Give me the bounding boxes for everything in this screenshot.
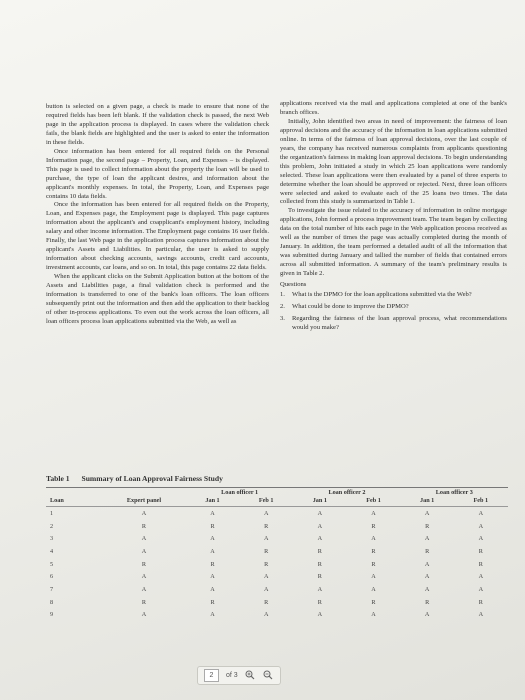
decision-cell: R: [478, 547, 483, 555]
decision-cell: R: [264, 522, 269, 530]
column-header: Jan 1: [312, 497, 327, 504]
table-row: [46, 596, 508, 609]
decision-cell: R: [141, 598, 147, 606]
table-row: [46, 545, 508, 558]
decision-cell: R: [210, 522, 215, 530]
decision-cell: A: [424, 585, 430, 593]
decision-cell: A: [210, 611, 215, 619]
group-header: Loan officer 1: [221, 488, 259, 496]
decision-cell: A: [424, 611, 430, 619]
column-header: Feb 1: [366, 497, 381, 504]
paragraph: applications received via the mail and applications completed at one of the bank's branch offices.: [280, 100, 507, 116]
question-number: 1.: [280, 291, 285, 299]
decision-cell: A: [210, 585, 215, 593]
decision-cell: A: [141, 585, 147, 593]
question-number: 3.: [280, 314, 285, 322]
decision-cell: R: [264, 560, 269, 568]
decision-cell: R: [371, 598, 376, 606]
loan-number-cell: 7: [50, 585, 54, 593]
column-header: Expert panel: [126, 497, 162, 504]
paragraph: To investigate the issue related to the accuracy of information in online mortgage applications, John formed a process improvement team. The team began by collecting data on the total number of hits each page in the Web application process received as well as the number of times the page was actually completed during the month of January. In addition, the team performed a detailed audit of all the information that was submitted during January and tallied the number of fields that contained errors across all submitted information. A summary of the team's preliminary results is given in Table 2.: [280, 207, 507, 278]
table-row: [46, 558, 508, 571]
decision-cell: A: [141, 535, 147, 543]
decision-cell: R: [478, 560, 483, 568]
question-text: What could be done to improve the DPMO?: [292, 302, 409, 310]
table-row: [46, 520, 508, 533]
table-label: Table 1: [46, 474, 70, 483]
decision-cell: A: [210, 535, 215, 543]
questions-heading: Questions: [280, 281, 307, 289]
paragraph: Initially, John identified two areas in need of improvement: the fairness of loan approval decisions and the accuracy of the information in loan applications submitted online. In terms of the fairness of loan approval decisions, over the last couple of years, the company has received numerous complaints from applicants questioning the organization's fairness in making loan approval decisions. To begin understanding this problem, John initiated a study in which 25 loan applications were randomly selected. These loan applications were then evaluated by a panel of three experts to determine whether the loan should be approved or rejected. Next, three loan officers were selected and asked to evaluate each of the 25 loans two times. The data collected from this study is summarized in Table 1.: [280, 117, 507, 206]
left-text-column: [46, 103, 269, 327]
question-number: 2.: [280, 302, 285, 310]
decision-cell: A: [263, 535, 269, 543]
decision-cell: A: [263, 585, 269, 593]
loan-number-cell: 2: [50, 522, 54, 530]
zoom-in-icon[interactable]: [245, 670, 256, 681]
decision-cell: A: [317, 611, 323, 619]
loan-number-cell: 4: [50, 547, 54, 555]
decision-cell: A: [424, 509, 430, 517]
decision-cell: A: [141, 547, 147, 555]
loan-number-cell: 3: [50, 535, 54, 543]
decision-cell: R: [478, 598, 483, 606]
decision-cell: A: [210, 547, 215, 555]
decision-cell: A: [478, 522, 484, 530]
question-item: [280, 303, 507, 312]
page-count-label: of 3: [226, 672, 238, 679]
decision-cell: R: [317, 560, 322, 568]
decision-cell: R: [425, 522, 430, 530]
decision-cell: A: [317, 535, 323, 543]
table-title: [46, 474, 516, 483]
decision-cell: A: [371, 573, 376, 581]
decision-cell: R: [425, 598, 430, 606]
decision-cell: A: [371, 611, 376, 619]
decision-cell: R: [371, 522, 376, 530]
decision-cell: R: [371, 547, 376, 555]
loan-number-cell: 6: [50, 573, 54, 581]
data-table: [46, 488, 508, 621]
question-item: [280, 291, 507, 300]
decision-cell: A: [317, 585, 323, 593]
decision-cell: A: [263, 573, 269, 581]
decision-cell: R: [371, 560, 376, 568]
decision-cell: R: [317, 547, 322, 555]
zoom-out-icon[interactable]: [263, 670, 274, 681]
column-header: Jan 1: [420, 497, 435, 504]
group-header: Loan officer 3: [435, 488, 473, 496]
loan-number-cell: 8: [50, 598, 54, 606]
decision-cell: A: [263, 509, 269, 517]
pdf-page-toolbar: [197, 666, 281, 685]
question-text: What is the DPMO for the loan applications submitted via the Web?: [292, 291, 472, 299]
column-header: Feb 1: [473, 497, 489, 504]
loan-number-cell: 5: [50, 560, 54, 568]
loan-fairness-table: [46, 474, 516, 621]
decision-cell: R: [317, 598, 322, 606]
decision-cell: A: [478, 573, 484, 581]
decision-cell: A: [478, 585, 484, 593]
question-item: [280, 315, 507, 333]
decision-cell: R: [264, 598, 269, 606]
table-row: [46, 532, 508, 545]
paragraph: Once information has been entered for all required fields on the Personal Information page, the second page – Property, Loan, and Expenses – is displayed. This page is used to collect information about the property the loan will be used to purchase, the type of loan the applicant desires, and information about the applicant's monthly expenses. In total, the Property, Loan, and Expenses page contains 10 data fields.: [46, 147, 269, 200]
question-text: Regarding the fairness of the loan approval process, what recommendations would you make?: [292, 314, 507, 331]
decision-cell: A: [478, 611, 484, 619]
right-text-column: [280, 100, 507, 336]
decision-cell: A: [317, 522, 323, 530]
decision-cell: A: [478, 535, 484, 543]
decision-cell: A: [141, 611, 147, 619]
decision-cell: A: [371, 535, 376, 543]
decision-cell: A: [141, 509, 147, 517]
decision-cell: A: [210, 573, 215, 581]
decision-cell: R: [425, 547, 430, 555]
loan-number-cell: 1: [50, 509, 54, 517]
table-row: [46, 570, 508, 583]
decision-cell: R: [141, 522, 147, 530]
decision-cell: A: [141, 573, 147, 581]
table-row: [46, 609, 508, 622]
decision-cell: R: [141, 560, 147, 568]
decision-cell: R: [264, 547, 269, 555]
column-header: Loan: [50, 497, 64, 504]
paragraph: button is selected on a given page, a check is made to ensure that none of the required fields has been left blank. If the validation check is passed, the next Web page in the application process is displayed. In cases where the validation check fails, the blank fields are highlighted and the user is asked to enter the information in these fields.: [46, 103, 269, 146]
table-row: [46, 507, 508, 520]
paragraph: When the applicant clicks on the Submit Application button at the bottom of the Assets and Liabilities page, a final validation check is performed and the information is transferred to one of the bank's loan officers. The loan officers subsequently print out the information and then add the application to their backlog of other in-process applications. To even out the work across the loan officers, all loan officers process loan applications submitted via the Web, as well as: [46, 273, 269, 325]
decision-cell: A: [424, 560, 430, 568]
paragraph: Once the information has been entered for all required fields on the Property, Loan, and Expenses page, the Employment page is displayed. This page captures information about the applicant's and coapplicant's employment history, including salary and other income information. The Employment page contains 16 user fields. Finally, the last Web page in the application process captures information about the applicant's Assets and Liabilities. In particular, the user is asked to supply information about checking accounts, savings accounts, credit card accounts, investment accounts, car loans, and so on. In total, this page contains 22 data fields.: [46, 201, 269, 272]
group-header: Loan officer 2: [328, 488, 366, 496]
loan-number-cell: 9: [50, 611, 54, 619]
decision-cell: A: [424, 573, 430, 581]
column-header: Feb 1: [258, 497, 274, 504]
decision-cell: A: [371, 585, 376, 593]
table-body: [46, 507, 508, 621]
decision-cell: A: [210, 509, 215, 517]
table-caption: Summary of Loan Approval Fairness Study: [81, 474, 223, 483]
column-header-row: [46, 496, 508, 505]
decision-cell: R: [210, 560, 215, 568]
column-header: Jan 1: [205, 497, 220, 504]
table-row: [46, 583, 508, 596]
decision-cell: R: [210, 598, 215, 606]
decision-cell: A: [424, 535, 430, 543]
decision-cell: R: [317, 573, 322, 581]
decision-cell: A: [263, 611, 269, 619]
decision-cell: A: [317, 509, 323, 517]
decision-cell: A: [478, 509, 484, 517]
group-header-row: [46, 488, 508, 496]
decision-cell: A: [371, 509, 376, 517]
page-number-input[interactable]: 2: [204, 669, 219, 682]
